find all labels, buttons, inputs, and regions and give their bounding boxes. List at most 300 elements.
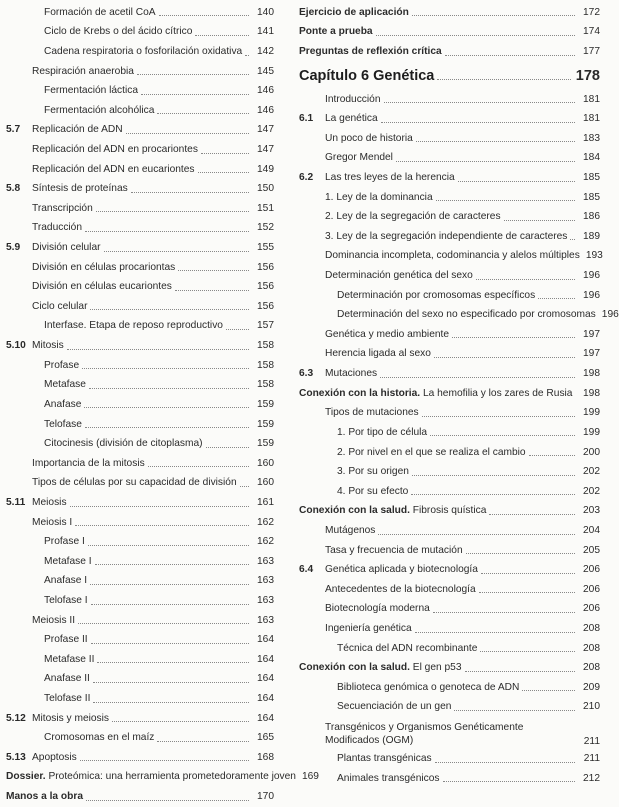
page-number: 199 [583, 407, 600, 419]
dot-leader [95, 564, 249, 565]
entry-title: Antecedentes de la biotecnología [325, 583, 476, 595]
dot-leader [436, 200, 575, 201]
entry-title: Metafase [44, 379, 86, 391]
entry-title: Anafase [44, 398, 82, 410]
page-number: 211 [583, 736, 600, 748]
entry-title: Secuenciación de un gen [337, 701, 452, 713]
page-number: 155 [257, 242, 274, 254]
toc-entry[interactable] [299, 580, 600, 600]
dot-leader [376, 35, 575, 36]
dot-leader [131, 192, 249, 193]
entry-title: Técnica del ADN recombinante [337, 642, 478, 654]
entry-title: Replicación del ADN en procariontes [32, 143, 198, 155]
entry-bold-prefix: Ponte a prueba [299, 26, 373, 38]
dot-leader [104, 251, 249, 252]
entry-title: Interfase. Etapa de reposo reproductivo [44, 320, 223, 332]
dot-leader [126, 133, 249, 134]
entry-title: Apoptosis [32, 751, 77, 763]
toc-entry[interactable] [6, 81, 274, 101]
toc-entry[interactable] [299, 364, 600, 384]
dot-leader [538, 298, 575, 299]
entry-title: Transgénicos y Organismos Genéticamente Modificados (OGM) [325, 721, 577, 747]
page-number: 209 [583, 681, 600, 693]
entry-title: Capítulo 6 Genética [299, 67, 435, 84]
page-number: 212 [583, 772, 600, 784]
entry-title: Biblioteca genómica o genoteca de ADN [337, 681, 520, 693]
toc-entry[interactable] [6, 258, 274, 278]
page-number: 197 [583, 328, 600, 340]
dot-leader [97, 662, 249, 663]
page-number: 146 [257, 104, 274, 116]
page-number: 156 [257, 261, 274, 273]
page-number: 159 [257, 398, 274, 410]
entry-title: Mutaciones [325, 368, 378, 380]
toc-entry[interactable] [6, 101, 274, 121]
page-number: 163 [257, 614, 274, 626]
toc-entry[interactable] [299, 384, 600, 404]
toc-entry[interactable] [6, 415, 274, 435]
page-number: 196 [601, 309, 619, 321]
entry-title: Plantas transgénicas [337, 753, 432, 765]
page-number: 162 [257, 516, 274, 528]
page-number: 196 [583, 270, 600, 282]
toc-entry[interactable] [6, 768, 319, 788]
dot-leader [454, 710, 575, 711]
entry-title: Meiosis I [32, 516, 73, 528]
page-number: 160 [257, 457, 274, 469]
entry-title: Cadena respiratoria o fosforilación oxidativa [44, 45, 243, 57]
entry-title: 1. Por tipo de célula [337, 426, 428, 438]
entry-title: Replicación de ADN [32, 124, 123, 136]
entry-title: Dominancia incompleta, codominancia y alelos múltiples [325, 250, 580, 262]
toc-entry[interactable] [6, 591, 274, 611]
page-number: 174 [583, 26, 600, 38]
dot-leader [78, 623, 249, 624]
dot-leader [480, 651, 575, 652]
dot-leader [489, 514, 575, 515]
toc-entry[interactable] [6, 317, 274, 337]
page-number: 156 [257, 300, 274, 312]
page-number: 164 [257, 653, 274, 665]
toc-entry[interactable] [299, 462, 600, 482]
entry-title: Profase I [44, 536, 85, 548]
dot-leader [206, 447, 249, 448]
page-number: 181 [583, 93, 600, 105]
dot-leader [175, 290, 249, 291]
dot-leader [437, 79, 571, 80]
section-number: 5.8 [6, 183, 21, 195]
chapter-heading[interactable] [299, 62, 600, 90]
entry-title: Mitosis [32, 340, 64, 352]
entry-title: Telofase II [44, 693, 91, 705]
page-number: 168 [257, 751, 274, 763]
page-number: 202 [583, 466, 600, 478]
entry-title: Replicación del ADN en eucariontes [32, 163, 195, 175]
toc-entry[interactable] [299, 502, 600, 522]
page-number: 197 [583, 348, 600, 360]
toc-entry[interactable] [6, 689, 274, 709]
entry-title: División en células eucariontes [32, 281, 172, 293]
toc-entry[interactable] [299, 717, 600, 749]
entry-title: Genética y medio ambiente [325, 328, 450, 340]
page-number: 165 [257, 732, 274, 744]
page-number: 152 [257, 222, 274, 234]
dot-leader [476, 279, 575, 280]
toc-entry[interactable] [6, 62, 274, 82]
page-number: 145 [257, 65, 274, 77]
entry-title: Fermentación alcohólica [44, 104, 155, 116]
entry-title-text: El gen p53 [409, 662, 462, 674]
toc-entry[interactable] [299, 769, 600, 789]
toc-entry[interactable] [299, 600, 600, 620]
page-number: 150 [257, 183, 274, 195]
toc-entry[interactable] [299, 42, 600, 62]
page-number: 149 [257, 163, 274, 175]
dot-leader [529, 455, 575, 456]
dot-leader [148, 466, 249, 467]
page-number: 208 [583, 642, 600, 654]
entry-title: Formación de acetil CoA [44, 6, 156, 18]
dot-leader [411, 494, 575, 495]
section-number: 5.12 [6, 712, 26, 724]
section-number: 5.11 [6, 496, 26, 508]
toc-entry[interactable] [299, 659, 600, 679]
dot-leader [91, 643, 249, 644]
dot-leader [458, 181, 575, 182]
dot-leader [90, 584, 249, 585]
entry-title: Importancia de la mitosis [32, 457, 145, 469]
page-number: 160 [257, 477, 274, 489]
entry-title-text: La hemofilia y los zares de Rusia [420, 387, 573, 399]
entry-title: Determinación del sexo no especificado por cromosomas [337, 309, 596, 321]
section-number: 6.1 [299, 113, 314, 125]
dot-leader [157, 113, 249, 114]
page-number: 184 [583, 152, 600, 164]
toc-entry[interactable] [299, 404, 600, 424]
toc-entry[interactable] [6, 160, 274, 180]
toc-entry[interactable] [299, 247, 603, 267]
dot-leader [380, 377, 575, 378]
entry-title [6, 792, 85, 802]
toc-left-column [6, 3, 319, 807]
entry-title [299, 27, 375, 37]
entry-title [299, 663, 464, 673]
toc-entry[interactable] [6, 376, 274, 396]
entry-title: Ciclo celular [32, 300, 88, 312]
entry-title: División en células procariontas [32, 261, 176, 273]
toc-right-column [299, 3, 619, 789]
toc-entry[interactable] [6, 532, 274, 552]
section-number: 5.9 [6, 242, 21, 253]
dot-leader [88, 545, 249, 546]
dot-leader [570, 239, 575, 240]
entry-title: Tipos de células por su capacidad de división [32, 477, 237, 489]
entry-title: Cromosomas en el maíz [44, 732, 155, 744]
dot-leader [89, 388, 249, 389]
toc-entry[interactable] [299, 188, 600, 208]
dot-leader [381, 122, 575, 123]
page-number: 159 [257, 438, 274, 450]
toc-entry[interactable] [6, 631, 274, 651]
dot-leader [82, 368, 249, 369]
toc-entry[interactable] [6, 219, 274, 239]
toc-entry[interactable] [6, 611, 274, 631]
page-number: 183 [583, 132, 600, 144]
entry-title: Respiración anaerobia [32, 65, 134, 77]
page-number: 185 [583, 191, 600, 203]
toc-entry[interactable] [299, 227, 600, 247]
dot-leader [198, 172, 249, 173]
toc-entry[interactable] [6, 552, 274, 572]
toc-entry[interactable] [299, 521, 600, 541]
dot-leader [226, 329, 249, 330]
page-number: 210 [583, 701, 600, 713]
entry-title: Anafase II [44, 673, 90, 685]
entry-bold-prefix: Conexión con la salud. [299, 505, 410, 517]
dot-leader [137, 74, 249, 75]
page-number: 206 [583, 564, 600, 576]
dot-leader [522, 690, 575, 691]
toc-entry[interactable] [6, 493, 274, 513]
page-number: 208 [583, 662, 600, 674]
entry-title: 3. Ley de la segregación independiente de caracteres [325, 230, 568, 242]
page-number: 164 [257, 634, 274, 646]
page-number: 158 [257, 359, 274, 371]
toc-entry[interactable] [299, 482, 600, 502]
page-number: 146 [257, 85, 274, 97]
page-number: 140 [257, 6, 274, 18]
dot-leader [93, 682, 249, 683]
toc-entry[interactable] [6, 238, 274, 258]
page-number: 158 [257, 379, 274, 391]
entry-title: Transcripción [32, 202, 93, 214]
entry-title: Fermentación láctica [44, 85, 138, 97]
toc-entry[interactable] [6, 297, 274, 317]
toc-entry[interactable] [299, 129, 600, 149]
entry-title: La genética [325, 113, 378, 125]
dot-leader [85, 427, 249, 428]
toc-entry[interactable] [6, 278, 274, 298]
dot-leader [384, 102, 576, 103]
toc-entry[interactable] [299, 23, 600, 43]
section-number: 6.3 [299, 368, 314, 380]
dot-leader [67, 349, 249, 350]
section-number: 5.13 [6, 751, 26, 763]
page-number: 198 [583, 368, 600, 380]
toc-entry[interactable] [6, 23, 274, 43]
dot-leader [466, 553, 575, 554]
toc-entry[interactable] [6, 434, 274, 454]
page-number: 198 [583, 387, 600, 399]
toc-entry[interactable] [6, 454, 274, 474]
dot-leader [245, 55, 249, 56]
toc-entry[interactable] [6, 395, 274, 415]
dot-leader [159, 15, 249, 16]
entry-title: 2. Ley de la segregación de caracteres [325, 211, 501, 223]
toc-entry[interactable] [6, 709, 274, 729]
page-number: 156 [257, 281, 274, 293]
toc-entry[interactable] [6, 199, 274, 219]
dot-leader [481, 573, 575, 574]
entry-title: Genética aplicada y biotecnología [325, 564, 478, 576]
page-number: 164 [257, 693, 274, 705]
toc-entry[interactable] [6, 356, 274, 376]
page-number: 204 [583, 524, 600, 536]
dot-leader [416, 141, 575, 142]
dot-leader [504, 220, 575, 221]
section-number: 6.2 [299, 171, 314, 183]
toc-entry[interactable] [299, 306, 619, 326]
toc-entry[interactable] [299, 678, 600, 698]
toc-entry[interactable] [6, 650, 274, 670]
page-number: 162 [257, 536, 274, 548]
toc-entry[interactable] [299, 286, 600, 306]
dot-leader [443, 781, 576, 782]
section-number: 5.7 [6, 124, 21, 136]
entry-title: Profase [44, 359, 80, 371]
entry-title: Meiosis [32, 496, 67, 508]
toc-entry[interactable] [299, 749, 600, 769]
toc-entry[interactable] [6, 42, 274, 62]
entry-title: Metafase I [44, 555, 92, 567]
dot-leader [412, 15, 575, 16]
page-number: 157 [257, 320, 274, 332]
toc-entry[interactable] [299, 3, 600, 23]
toc-entry[interactable] [299, 619, 600, 639]
entry-title [299, 506, 488, 516]
dot-leader [445, 55, 575, 56]
entry-title [299, 389, 574, 399]
dot-leader [195, 35, 249, 36]
entry-title: Metafase II [44, 653, 95, 665]
dot-leader [412, 475, 575, 476]
page-number: 163 [257, 594, 274, 606]
page-number: 147 [257, 143, 274, 155]
page-number: 199 [583, 426, 600, 438]
page-number: 196 [583, 289, 600, 301]
entry-title: Ciclo de Krebs o del ácido cítrico [44, 26, 193, 38]
dot-leader [96, 211, 249, 212]
entry-title: Traducción [32, 222, 83, 234]
entry-title: Introducción [325, 93, 381, 105]
entry-title: Meiosis II [32, 614, 76, 626]
page-number: 147 [257, 124, 274, 136]
toc-entry[interactable] [6, 513, 274, 533]
toc-entry[interactable] [299, 560, 600, 580]
toc-entry[interactable] [6, 474, 274, 494]
toc-entry[interactable] [299, 266, 600, 286]
page-number: 185 [583, 171, 600, 183]
entry-title: Ingeniería genética [325, 622, 412, 634]
toc-entry[interactable] [299, 443, 600, 463]
entry-bold-prefix: Dossier. [6, 771, 46, 783]
entry-bold-prefix: Conexión con la historia. [299, 387, 421, 399]
dot-leader [157, 741, 249, 742]
dot-leader [415, 632, 575, 633]
entry-title [299, 8, 411, 18]
page-number: 206 [583, 603, 600, 615]
entry-title: Anafase I [44, 575, 88, 587]
dot-leader [434, 357, 575, 358]
page-number: 178 [575, 67, 600, 84]
toc-entry[interactable] [6, 670, 274, 690]
entry-title: Biotecnología moderna [325, 603, 430, 615]
page-number: 169 [301, 771, 319, 783]
dot-leader [430, 435, 575, 436]
entry-title: Telofase [44, 418, 82, 430]
section-number: 6.4 [299, 564, 314, 576]
toc-entry[interactable] [6, 787, 274, 807]
toc-entry[interactable] [6, 729, 274, 749]
page-number: 186 [583, 211, 600, 223]
entry-title: 3. Por su origen [337, 466, 409, 478]
entry-title: Mitosis y meiosis [32, 712, 109, 724]
toc-entry[interactable] [299, 325, 600, 345]
toc-entry[interactable] [299, 149, 600, 169]
entry-title: 4. Por su efecto [337, 485, 409, 497]
dot-leader [435, 762, 575, 763]
toc-entry[interactable] [299, 423, 600, 443]
toc-entry[interactable] [6, 3, 274, 23]
toc-entry[interactable] [6, 336, 274, 356]
page-number: 163 [257, 555, 274, 567]
entry-title: Profase II [44, 634, 88, 646]
dot-leader [85, 231, 249, 232]
page-number: 208 [583, 622, 600, 634]
toc-entry[interactable] [299, 90, 600, 110]
toc-entry[interactable] [299, 207, 600, 227]
page-number: 189 [583, 230, 600, 242]
page-number: 141 [257, 26, 274, 38]
page-number: 193 [585, 250, 603, 262]
entry-title: Herencia ligada al sexo [325, 348, 431, 360]
toc-entry[interactable] [6, 140, 274, 160]
entry-title: Mutágenos [325, 524, 376, 536]
page-number: 142 [257, 45, 274, 57]
entry-title: Determinación genética del sexo [325, 270, 473, 282]
toc-entry[interactable] [6, 572, 274, 592]
toc-entry[interactable] [6, 121, 274, 141]
toc-entry[interactable] [299, 345, 600, 365]
toc-entry[interactable] [6, 748, 274, 768]
toc-entry[interactable] [6, 179, 274, 199]
dot-leader [91, 604, 249, 605]
toc-entry[interactable] [299, 109, 600, 129]
page-number: 170 [257, 791, 274, 803]
dot-leader [84, 407, 249, 408]
toc-entry[interactable] [299, 698, 600, 718]
entry-bold-prefix: Preguntas de reflexión crítica [299, 45, 442, 57]
dot-leader [465, 671, 576, 672]
page-number: 200 [583, 446, 600, 458]
toc-entry[interactable] [299, 541, 600, 561]
page-number: 161 [257, 496, 274, 508]
dot-leader [422, 416, 575, 417]
entry-title [6, 772, 298, 782]
page-number: 158 [257, 340, 274, 352]
dot-leader [70, 506, 249, 507]
entry-title: División celular [32, 242, 101, 254]
toc-entry[interactable] [299, 639, 600, 659]
page-number: 206 [583, 583, 600, 595]
dot-leader [90, 309, 249, 310]
toc-entry[interactable] [299, 168, 600, 188]
entry-title-text: Fibrosis quística [409, 505, 487, 517]
entry-title: 2. Por nivel en el que se realiza el cambio [337, 446, 526, 458]
dot-leader [75, 525, 249, 526]
dot-leader [452, 337, 575, 338]
page-number: 211 [583, 753, 600, 765]
